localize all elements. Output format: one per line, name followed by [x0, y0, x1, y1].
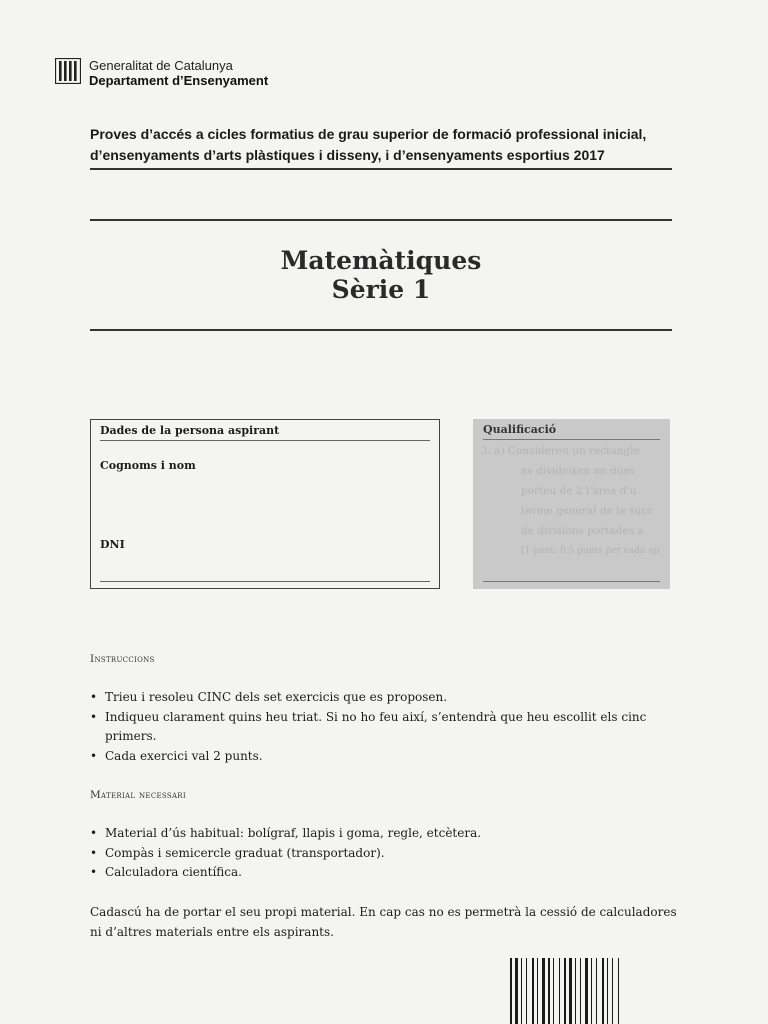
instructions-list: [90, 688, 690, 766]
material-list: [90, 824, 690, 883]
divider: [483, 439, 660, 440]
candidate-name-label: Cognoms i nom: [100, 459, 196, 472]
org-name: Generalitat de Catalunya: [89, 58, 233, 73]
candidate-data-heading: Dades de la persona aspirant: [100, 424, 280, 437]
barcode-icon: [510, 958, 672, 1024]
divider: [100, 581, 430, 582]
divider: [90, 219, 672, 221]
subject-series: Sèrie 1: [331, 275, 431, 304]
list-item: • Calculadora científica.: [90, 863, 690, 883]
list-item: • Material d’ús habitual: bolígraf, llapis i goma, regle, etcètera.: [90, 824, 690, 844]
generalitat-logo-icon: [55, 58, 81, 84]
exam-title-line-2: d’ensenyaments d’arts plàstiques i disseny, i d’ensenyaments esportius 2017: [90, 147, 605, 163]
list-item: • Cada exercici val 2 punts.: [90, 747, 690, 767]
instructions-heading: Instruccions: [90, 653, 155, 665]
divider: [483, 581, 660, 582]
list-item: • Compàs i semicercle graduat (transportador).: [90, 844, 690, 864]
department-name: Departament d’Ensenyament: [89, 73, 269, 88]
material-heading: Material necessari: [90, 789, 186, 801]
show-through-text: 3. a) Considereu un rectangle es divideixen en dues porteu de 2 l’àrea d’u terme general de la succ de divisions portades a [1 punt: 0,5 punts per cada ap: [481, 445, 660, 556]
list-item: • Trieu i resoleu CINC dels set exercicis que es proposen.: [90, 688, 690, 708]
subject-title: [0, 246, 762, 304]
divider: [90, 168, 672, 170]
exam-title-line-1: Proves d’accés a cicles formatius de grau superior de formació professional inicial,: [90, 126, 647, 142]
grade-heading: Qualificació: [483, 423, 557, 436]
material-note: Cadascú ha de portar el seu propi material. En cap cas no es permetrà la cessió de calculadores ni d’altres materials entre els aspirants.: [90, 905, 677, 939]
divider: [90, 329, 672, 331]
list-item: • Indiqueu clarament quins heu triat. Si no ho feu així, s’entendrà que heu escollit els cinc primers.: [90, 708, 680, 747]
divider: [100, 440, 430, 441]
candidate-id-label: DNI: [100, 538, 125, 551]
exam-title: [90, 124, 680, 166]
grade-box: [473, 419, 670, 589]
subject-name: Matemàtiques: [280, 246, 482, 275]
candidate-data-box: [90, 419, 440, 589]
